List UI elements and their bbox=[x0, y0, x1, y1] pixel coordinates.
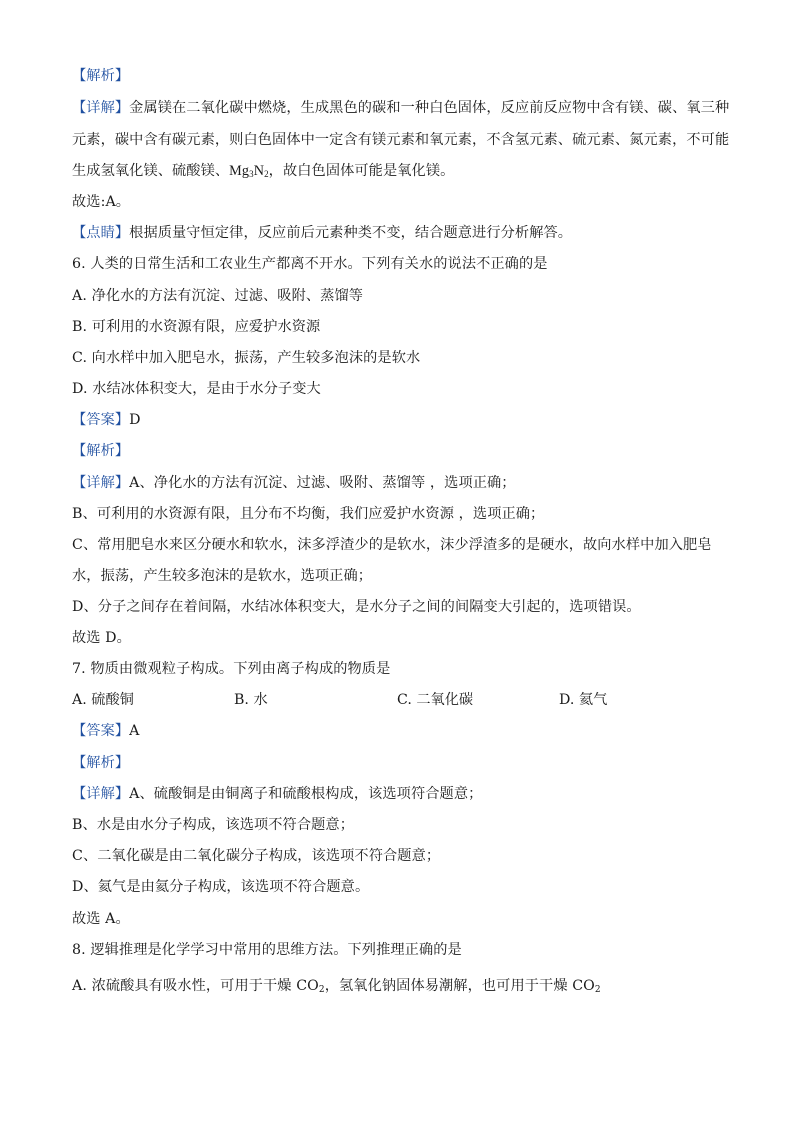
question-7-option-d: D. 氦气 bbox=[559, 692, 608, 708]
detail-2-line-d: D、分子之间存在着间隔，水结冰体积变大，是水分子之间的间隔变大引起的，选项错误。 bbox=[72, 599, 641, 615]
analysis-heading-3: 【解析】 bbox=[72, 755, 130, 771]
detail-2-line-a: 【详解】A、净化水的方法有沉淀、过滤、吸附、蒸馏等 ，选项正确； bbox=[72, 475, 516, 491]
detail-2-line-b: B、可利用的水资源有限，且分布不均衡，我们应爱护水资源 ，选项正确； bbox=[72, 506, 545, 522]
choose-3: 故选 A。 bbox=[72, 911, 130, 927]
question-6-answer: 【答案】D bbox=[72, 412, 141, 428]
question-7: 7. 物质由微观粒子构成。下列由离子构成的物质是 bbox=[72, 661, 391, 677]
question-8: 8. 逻辑推理是化学学习中常用的思维方法。下列推理正确的是 bbox=[72, 942, 462, 958]
detail-1-line-1: 【详解】金属镁在二氧化碳中燃烧，生成黑色的碳和一种白色固体，反应前反应物中含有镁、碳、氧三种 bbox=[72, 100, 730, 116]
question-7-option-a: A. 硫酸铜 bbox=[72, 692, 134, 708]
analysis-heading-1: 【解析】 bbox=[72, 68, 130, 84]
detail-1-line-3: 生成氢氧化镁、硫酸镁、$Mg_3N_2$，故白色固体可能是氧化镁。 bbox=[72, 163, 455, 179]
question-6-option-c: C. 向水样中加入肥皂水，振荡，产生较多泡沫的是软水 bbox=[72, 350, 421, 366]
detail-3-line-b: B、水是由水分子构成，该选项不符合题意； bbox=[72, 817, 354, 833]
analysis-heading-2: 【解析】 bbox=[72, 443, 130, 459]
detail-2-line-c2: 水，振荡，产生较多泡沫的是软水，选项正确； bbox=[72, 568, 373, 584]
question-6: 6. 人类的日常生活和工农业生产都离不开水。下列有关水的说法不正确的是 bbox=[72, 256, 548, 272]
question-8-option-a: A. 浓硫酸具有吸水性，可用于干燥 $CO_2$，氢氧化钠固体易潮解，也可用于干燥 $CO_2$ bbox=[72, 978, 601, 995]
choose-2: 故选 D。 bbox=[72, 630, 131, 646]
dianjing-line: 【点睛】根据质量守恒定律，反应前后元素种类不变，结合题意进行分析解答。 bbox=[72, 225, 573, 241]
question-7-answer: 【答案】A bbox=[72, 723, 140, 739]
question-6-option-b: B. 可利用的水资源有限，应爱护水资源 bbox=[72, 319, 321, 335]
formula-mg3n2: $Mg_3N_2$ bbox=[229, 163, 269, 179]
detail-3-line-a: 【详解】A、硫酸铜是由铜离子和硫酸根构成，该选项符合题意； bbox=[72, 786, 483, 802]
question-7-option-b: B. 水 bbox=[234, 692, 268, 708]
choose-1: 故选:A。 bbox=[72, 194, 131, 210]
question-7-option-c: C. 二氧化碳 bbox=[397, 692, 474, 708]
detail-3-line-c: C、二氧化碳是由二氧化碳分子构成，该选项不符合题意； bbox=[72, 848, 441, 864]
detail-1-line-2: 元素，碳中含有碳元素，则白色固体中一定含有镁元素和氧元素，不含氢元素、硫元素、氮元素，不可能 bbox=[72, 132, 730, 148]
detail-2-line-c1: C、常用肥皂水来区分硬水和软水，沫多浮渣少的是软水，沫少浮渣多的是硬水，故向水样中加入肥皂 bbox=[72, 537, 712, 553]
detail-3-line-d: D、氦气是由氦分子构成，该选项不符合题意。 bbox=[72, 879, 370, 895]
question-6-option-d: D. 水结冰体积变大，是由于水分子变大 bbox=[72, 381, 321, 397]
question-6-option-a: A. 净化水的方法有沉淀、过滤、吸附、蒸馏等 bbox=[72, 288, 364, 304]
